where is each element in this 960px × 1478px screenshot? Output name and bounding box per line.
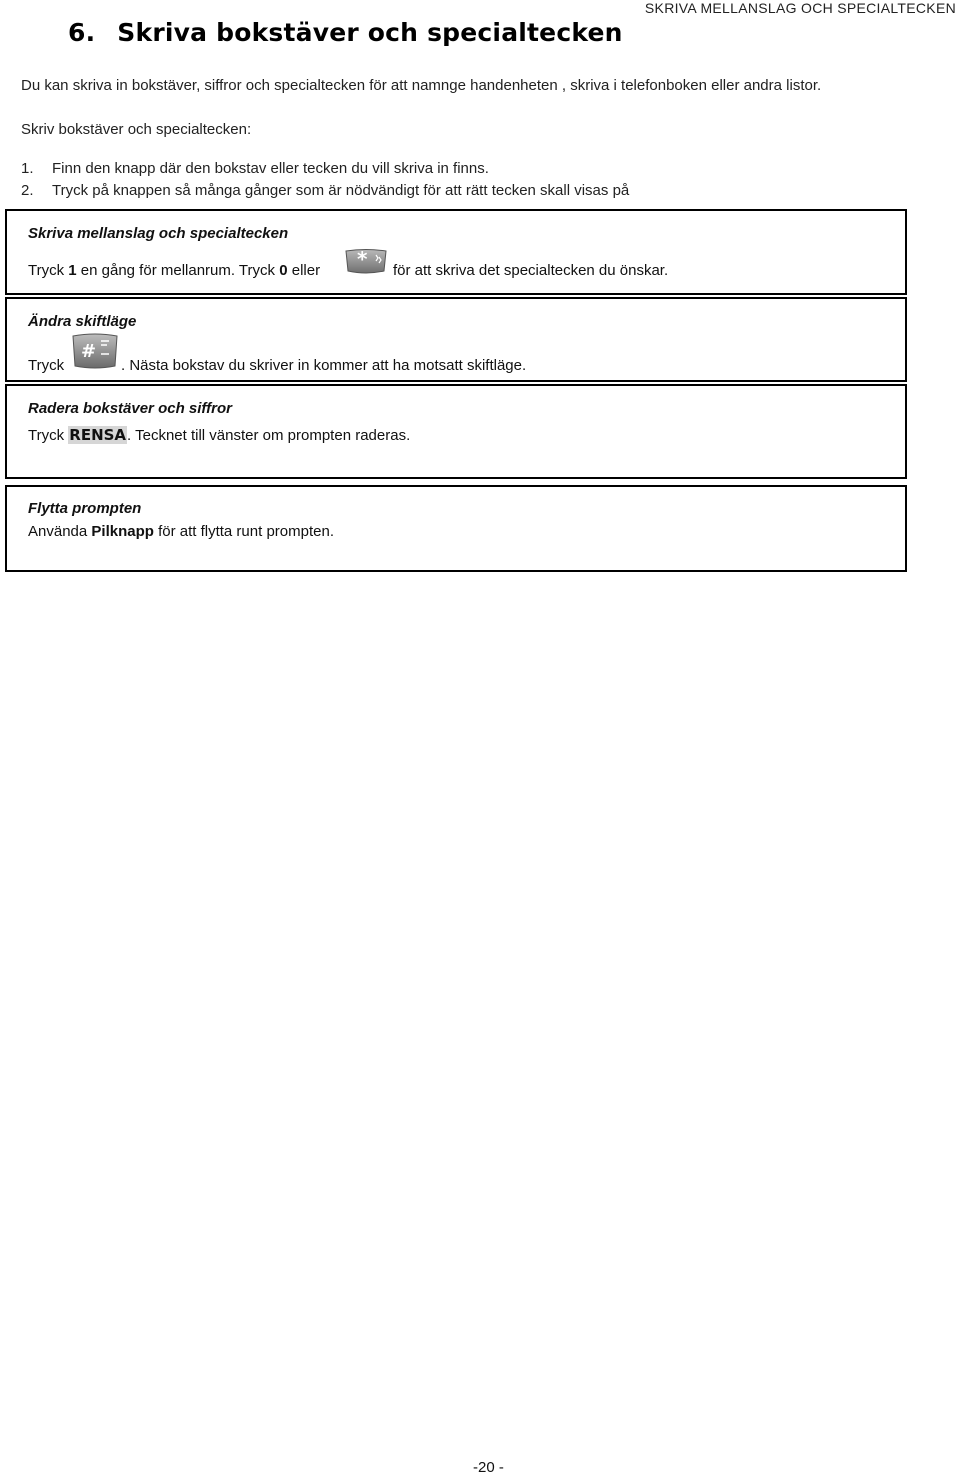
step-item-2 xyxy=(21,182,629,199)
text-run: Använda xyxy=(28,523,92,540)
page-number: -20 - xyxy=(473,1459,504,1476)
step-text: Finn den knapp där den bokstav eller tecken du vill skriva in finns. xyxy=(52,160,489,177)
page-title xyxy=(68,18,623,47)
info-box-delete xyxy=(5,384,907,479)
step-marker: 1. xyxy=(21,160,34,177)
section-title: Skriva bokstäver och specialtecken xyxy=(117,18,623,47)
box-heading: Skriva mellanslag och specialtecken xyxy=(28,225,289,242)
box-text-continued: . Nästa bokstav du skriver in kommer att ha motsatt skiftläge. xyxy=(121,357,527,374)
text-run: Tryck xyxy=(28,427,69,444)
text-run: Tryck xyxy=(28,262,69,279)
box-text xyxy=(28,262,320,279)
key-1: 1 xyxy=(68,262,77,279)
box-heading: Ändra skiftläge xyxy=(28,313,137,330)
star-key-icon xyxy=(343,247,389,277)
step-item-1 xyxy=(21,160,489,177)
text-run: en gång för mellanrum. Tryck xyxy=(76,262,280,279)
box-heading: Radera bokstäver och siffror xyxy=(28,400,232,417)
intro-paragraph: Du kan skriva in bokstäver, siffror och specialtecken för att namnge handenheten , skriva i telefonboken eller andra listor. xyxy=(21,77,822,94)
arrow-key: Pilknapp xyxy=(91,523,154,540)
info-box-shift xyxy=(5,297,907,382)
box-text: Tryck xyxy=(28,357,65,374)
text-run: . Tecknet till vänster om prompten raderas. xyxy=(127,427,411,444)
hash-key-label: # xyxy=(81,341,97,362)
running-head: SKRIVA MELLANSLAG OCH SPECIALTECKEN xyxy=(644,0,956,16)
info-box-move xyxy=(5,485,907,572)
step-marker: 2. xyxy=(21,182,34,199)
text-run: för att flytta runt prompten. xyxy=(153,523,334,540)
star-key-label: * xyxy=(357,247,368,271)
section-number: 6. xyxy=(68,18,96,47)
info-box-space xyxy=(5,209,907,295)
steps-heading: Skriv bokstäver och specialtecken: xyxy=(21,121,252,138)
step-text: Tryck på knappen så många gånger som är nödvändigt för att rätt tecken skall visas på xyxy=(52,182,630,199)
box-text xyxy=(28,523,334,540)
hash-key-icon xyxy=(71,332,119,370)
key-0: 0 xyxy=(279,262,288,279)
box-text xyxy=(28,426,410,444)
text-run: eller xyxy=(287,262,321,279)
box-text-continued: för att skriva det specialtecken du önskar. xyxy=(393,262,669,279)
rensa-key: RENSA xyxy=(69,426,127,444)
box-heading: Flytta prompten xyxy=(28,500,142,517)
